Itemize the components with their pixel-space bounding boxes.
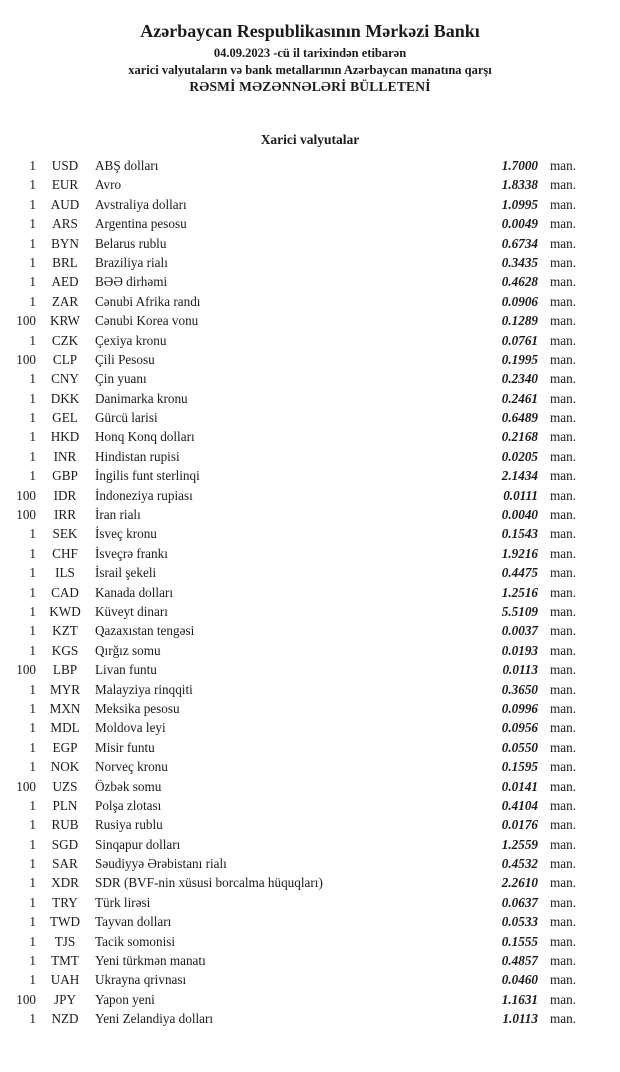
unit-label: man. [550, 158, 577, 173]
rate-row [0, 815, 620, 834]
currency-name: ABŞ dolları [95, 158, 159, 173]
rate-value: 0.4857 [501, 953, 538, 969]
rate-value: 1.2559 [501, 836, 538, 852]
currency-code: AUD [50, 196, 80, 212]
rate-row [0, 583, 620, 602]
unit-label: man. [550, 565, 577, 581]
rate-row [0, 796, 620, 815]
currency-quantity: 100 [16, 487, 36, 503]
unit-label: man. [550, 933, 577, 949]
currency-code: XDR [51, 875, 79, 891]
currency-code: MYR [49, 681, 81, 697]
rate-row [0, 699, 620, 718]
unit-label: man. [550, 894, 577, 910]
rate-value: 1.8338 [501, 177, 538, 193]
currency-code: TRY [52, 894, 78, 910]
currency-code: TWD [49, 914, 81, 930]
unit-label: man. [550, 448, 577, 464]
currency-code: DKK [50, 390, 80, 406]
currency-quantity: 1 [29, 158, 36, 173]
currency-name: Sinqapur dolları [95, 836, 181, 852]
rate-row [0, 524, 620, 543]
currency-code: BRL [52, 254, 78, 270]
rate-row [0, 563, 620, 582]
currency-quantity: 1 [29, 797, 36, 813]
currency-quantity: 1 [29, 856, 36, 872]
rate-row [0, 970, 620, 989]
unit-label: man. [550, 603, 577, 619]
currency-quantity: 1 [29, 410, 36, 426]
rate-value: 1.9216 [501, 545, 538, 561]
rate-row [0, 777, 620, 796]
unit-label: man. [550, 390, 577, 406]
unit-label: man. [550, 817, 577, 833]
rate-value: 0.0460 [501, 972, 538, 988]
rate-row [0, 331, 620, 350]
currency-name: Qazaxıstan tengəsi [95, 623, 195, 639]
currency-quantity: 100 [16, 662, 36, 678]
subject-line: xarici valyutaların və bank metallarının Azərbaycan manatına qarşı [128, 62, 492, 77]
currency-name: Tayvan dolları [95, 914, 172, 930]
currency-name: Avstraliya dolları [95, 196, 187, 212]
rate-value: 0.6734 [501, 235, 538, 251]
rate-value: 0.2340 [501, 371, 538, 387]
unit-label: man. [550, 196, 577, 212]
rate-row [0, 873, 620, 892]
currency-name: Danimarka kronu [95, 390, 188, 406]
rate-value: 1.0995 [501, 196, 538, 212]
currency-name: Moldova leyi [95, 720, 166, 736]
rate-row [0, 505, 620, 524]
currency-quantity: 1 [29, 720, 36, 736]
rate-value: 0.1555 [501, 933, 538, 949]
rate-value: 0.0637 [501, 894, 538, 910]
currency-name: Qırğız somu [95, 642, 161, 658]
rate-value: 0.4628 [501, 274, 538, 290]
currency-name: Çili Pesosu [95, 351, 155, 367]
rate-value: 0.0205 [501, 448, 538, 464]
unit-label: man. [550, 953, 577, 969]
rate-value: 0.0037 [501, 623, 538, 639]
unit-label: man. [550, 856, 577, 872]
unit-label: man. [550, 274, 577, 290]
currency-code: TJS [54, 933, 76, 949]
rate-value: 0.0049 [501, 216, 538, 232]
currency-code: UAH [50, 972, 80, 988]
currency-code: CNY [51, 371, 79, 387]
rate-value: 5.5109 [501, 603, 538, 619]
currency-code: SEK [52, 526, 78, 542]
rate-value: 0.6489 [501, 410, 538, 426]
unit-label: man. [550, 681, 577, 697]
rate-value: 0.4475 [501, 565, 538, 581]
unit-label: man. [550, 235, 577, 251]
rate-value: 0.2461 [501, 390, 538, 406]
rate-value: 0.0111 [503, 487, 538, 503]
rate-row [0, 156, 620, 175]
currency-name: Gürcü larisi [95, 410, 158, 426]
unit-label: man. [550, 313, 577, 329]
currency-code: NOK [50, 759, 80, 775]
currency-quantity: 1 [29, 1011, 36, 1027]
currency-name: Çin yuanı [95, 371, 147, 387]
unit-label: man. [550, 700, 577, 716]
rate-row [0, 214, 620, 233]
currency-code: EGP [52, 739, 78, 755]
currency-name: Səudiyyə Ərəbistanı rialı [95, 856, 227, 872]
unit-label: man. [550, 739, 577, 755]
bulletin-header [0, 0, 620, 96]
unit-label: man. [550, 662, 577, 678]
bulletin-title: RƏSMİ MƏZƏNNƏLƏRİ BÜLLETENİ [189, 79, 431, 94]
rate-value: 0.3650 [501, 681, 538, 697]
rate-row [0, 272, 620, 291]
currency-name: Polşa zlotası [95, 797, 162, 813]
currency-code: HKD [50, 429, 80, 445]
currency-name: Meksika pesosu [95, 700, 180, 716]
currency-code: ZAR [51, 293, 79, 309]
currency-code: USD [51, 158, 79, 173]
currency-quantity: 100 [16, 991, 36, 1007]
currency-name: Rusiya rublu [95, 817, 163, 833]
currency-quantity: 1 [29, 216, 36, 232]
currency-quantity: 1 [29, 177, 36, 193]
currency-code: RUB [51, 817, 79, 833]
unit-label: man. [550, 720, 577, 736]
currency-quantity: 1 [29, 817, 36, 833]
currency-code: TMT [51, 953, 79, 969]
rate-row [0, 641, 620, 660]
section-title-foreign-currencies: Xarici valyutalar [260, 132, 360, 147]
rate-row [0, 292, 620, 311]
currency-quantity: 1 [29, 894, 36, 910]
currency-code: CZK [51, 332, 79, 348]
unit-label: man. [550, 254, 577, 270]
currency-quantity: 1 [29, 836, 36, 852]
unit-label: man. [550, 371, 577, 387]
rate-row [0, 893, 620, 912]
currency-code: SAR [52, 856, 78, 872]
currency-code: KGS [51, 642, 79, 658]
rate-value: 2.2610 [501, 875, 538, 891]
currency-name: Yapon yeni [95, 991, 155, 1007]
currency-code: KZT [52, 623, 78, 639]
unit-label: man. [550, 991, 577, 1007]
currency-quantity: 100 [16, 507, 36, 523]
unit-label: man. [550, 429, 577, 445]
rate-row [0, 680, 620, 699]
unit-label: man. [550, 293, 577, 309]
currency-quantity: 1 [29, 584, 36, 600]
unit-label: man. [550, 545, 577, 561]
currency-name: Yeni Zelandiya dolları [95, 1011, 214, 1027]
rate-value: 0.2168 [501, 429, 538, 445]
bank-title: Azərbaycan Respublikasının Mərkəzi Bankı [140, 21, 480, 41]
currency-quantity: 1 [29, 875, 36, 891]
currency-name: Kanada dolları [95, 584, 173, 600]
currency-quantity: 1 [29, 681, 36, 697]
currency-name: Yeni türkmən manatı [95, 953, 206, 969]
rate-row [0, 835, 620, 854]
rate-row [0, 660, 620, 679]
currency-code: IRR [54, 507, 76, 523]
rate-row [0, 602, 620, 621]
currency-quantity: 1 [29, 972, 36, 988]
rate-row [0, 718, 620, 737]
currency-name: Tacik somonisi [95, 933, 176, 949]
currency-name: Braziliya rialı [95, 254, 168, 270]
unit-label: man. [550, 507, 577, 523]
rate-value: 0.0956 [501, 720, 538, 736]
rate-row [0, 408, 620, 427]
currency-quantity: 1 [29, 914, 36, 930]
currency-code: ILS [55, 565, 75, 581]
rate-row [0, 350, 620, 369]
rate-value: 0.3435 [501, 254, 538, 270]
rate-row [0, 175, 620, 194]
rate-row [0, 544, 620, 563]
rate-row [0, 253, 620, 272]
currency-name: Küveyt dinarı [95, 603, 168, 619]
currency-code: PLN [52, 797, 78, 813]
rate-row [0, 854, 620, 873]
currency-name: Avro [95, 177, 122, 193]
currency-code: INR [53, 448, 77, 464]
currency-quantity: 1 [29, 933, 36, 949]
currency-code: EUR [51, 177, 79, 193]
currency-quantity: 1 [29, 468, 36, 484]
currency-quantity: 1 [29, 526, 36, 542]
rate-value: 0.0113 [502, 662, 538, 678]
currency-quantity: 1 [29, 235, 36, 251]
currency-quantity: 1 [29, 274, 36, 290]
rate-row [0, 621, 620, 640]
rate-value: 0.4104 [501, 797, 538, 813]
currency-quantity: 1 [29, 759, 36, 775]
currency-name: İsrail şekeli [95, 565, 157, 581]
currency-name: Özbək somu [95, 778, 162, 794]
unit-label: man. [550, 797, 577, 813]
currency-quantity: 1 [29, 371, 36, 387]
rate-row [0, 389, 620, 408]
currency-code: MXN [49, 700, 81, 716]
unit-label: man. [550, 972, 577, 988]
currency-code: ARS [52, 216, 78, 232]
currency-quantity: 1 [29, 448, 36, 464]
rate-value: 0.0176 [501, 817, 538, 833]
unit-label: man. [550, 875, 577, 891]
unit-label: man. [550, 351, 577, 367]
currency-quantity: 1 [29, 196, 36, 212]
currency-quantity: 1 [29, 545, 36, 561]
rate-value: 0.0040 [501, 507, 538, 523]
rate-row [0, 990, 620, 1009]
unit-label: man. [550, 914, 577, 930]
currency-code: BYN [51, 235, 79, 251]
rate-row [0, 311, 620, 330]
rate-value: 0.0533 [501, 914, 538, 930]
currency-code: CAD [51, 584, 79, 600]
currency-quantity: 1 [29, 603, 36, 619]
rate-value: 0.0761 [501, 332, 538, 348]
rate-value: 0.0996 [501, 700, 538, 716]
rate-value: 0.0550 [501, 739, 538, 755]
currency-name: Norveç kronu [95, 759, 168, 775]
unit-label: man. [550, 468, 577, 484]
rate-value: 0.1543 [501, 526, 538, 542]
rate-row [0, 427, 620, 446]
rate-row [0, 932, 620, 951]
currency-name: İsveç kronu [95, 526, 157, 542]
currency-name: Çexiya kronu [95, 332, 167, 348]
currency-name: İndoneziya rupiası [95, 487, 193, 503]
currency-name: Honq Konq dolları [95, 429, 195, 445]
currency-code: KWD [49, 603, 81, 619]
rate-row [0, 738, 620, 757]
currency-name: İsveçrə frankı [95, 545, 168, 561]
rate-value: 1.1631 [501, 991, 538, 1007]
rate-value: 0.0193 [501, 642, 538, 658]
currency-name: İngilis funt sterlinqi [95, 468, 200, 484]
unit-label: man. [550, 623, 577, 639]
unit-label: man. [550, 410, 577, 426]
unit-label: man. [550, 526, 577, 542]
currency-name: Argentina pesosu [95, 216, 187, 232]
currency-quantity: 100 [16, 351, 36, 367]
unit-label: man. [550, 332, 577, 348]
currency-name: Cənubi Korea vonu [95, 313, 199, 329]
currency-quantity: 1 [29, 332, 36, 348]
rate-value: 0.1289 [501, 313, 538, 329]
currency-code: CHF [52, 545, 78, 561]
rate-row [0, 1009, 620, 1028]
effective-date-line: 04.09.2023 -cü il tarixindən etibarən [213, 46, 407, 60]
unit-label: man. [550, 1011, 577, 1027]
currency-code: AED [51, 274, 79, 290]
currency-name: Misir funtu [95, 739, 155, 755]
currency-name: Livan funtu [95, 662, 157, 678]
rate-value: 1.7000 [501, 158, 538, 173]
currency-name: BƏƏ dirhəmi [95, 274, 168, 290]
rate-value: 1.2516 [501, 584, 538, 600]
currency-quantity: 100 [16, 778, 36, 794]
currency-name: İran rialı [95, 507, 141, 523]
unit-label: man. [550, 216, 577, 232]
rate-value: 0.1595 [501, 759, 538, 775]
rate-value: 0.1995 [501, 351, 538, 367]
rate-value: 0.4532 [501, 856, 538, 872]
currency-quantity: 1 [29, 953, 36, 969]
currency-quantity: 1 [29, 739, 36, 755]
rate-value: 0.0141 [501, 778, 538, 794]
currency-code: GEL [52, 410, 78, 426]
currency-quantity: 1 [29, 565, 36, 581]
rate-row [0, 369, 620, 388]
currency-code: JPY [54, 991, 76, 1007]
rate-row [0, 466, 620, 485]
currency-name: Ukrayna qrivnası [95, 972, 187, 988]
currency-name: Hindistan rupisi [95, 448, 180, 464]
currency-code: LBP [52, 662, 78, 678]
currency-code: MDL [50, 720, 80, 736]
unit-label: man. [550, 487, 577, 503]
currency-name: SDR (BVF-nin xüsusi borcalma hüquqları) [95, 875, 323, 891]
rate-row [0, 951, 620, 970]
rate-row [0, 912, 620, 931]
rate-row [0, 447, 620, 466]
currency-name: Malayziya rinqqiti [95, 681, 193, 697]
currency-code: GBP [52, 468, 78, 484]
currency-quantity: 100 [16, 313, 36, 329]
currency-code: NZD [51, 1011, 79, 1027]
unit-label: man. [550, 177, 577, 193]
unit-label: man. [550, 836, 577, 852]
unit-label: man. [550, 642, 577, 658]
rate-value: 1.0113 [502, 1011, 538, 1027]
currency-name: Türk lirəsi [95, 894, 151, 910]
rate-value: 0.0906 [501, 293, 538, 309]
currency-name: Belarus rublu [95, 235, 167, 251]
rate-row [0, 195, 620, 214]
unit-label: man. [550, 759, 577, 775]
rate-row [0, 757, 620, 776]
currency-quantity: 1 [29, 623, 36, 639]
currency-quantity: 1 [29, 429, 36, 445]
unit-label: man. [550, 584, 577, 600]
currency-code: KRW [49, 313, 81, 329]
currency-code: IDR [53, 487, 77, 503]
rate-row [0, 486, 620, 505]
currency-quantity: 1 [29, 642, 36, 658]
currency-quantity: 1 [29, 293, 36, 309]
unit-label: man. [550, 778, 577, 794]
currency-code: SGD [51, 836, 79, 852]
currency-quantity: 1 [29, 390, 36, 406]
currency-name: Cənubi Afrika randı [95, 293, 201, 309]
currency-code: CLP [52, 351, 78, 367]
rate-row [0, 234, 620, 253]
currency-quantity: 1 [29, 700, 36, 716]
rates-table [0, 156, 620, 1029]
currency-quantity: 1 [29, 254, 36, 270]
rate-value: 2.1434 [501, 468, 538, 484]
currency-code: UZS [52, 778, 78, 794]
